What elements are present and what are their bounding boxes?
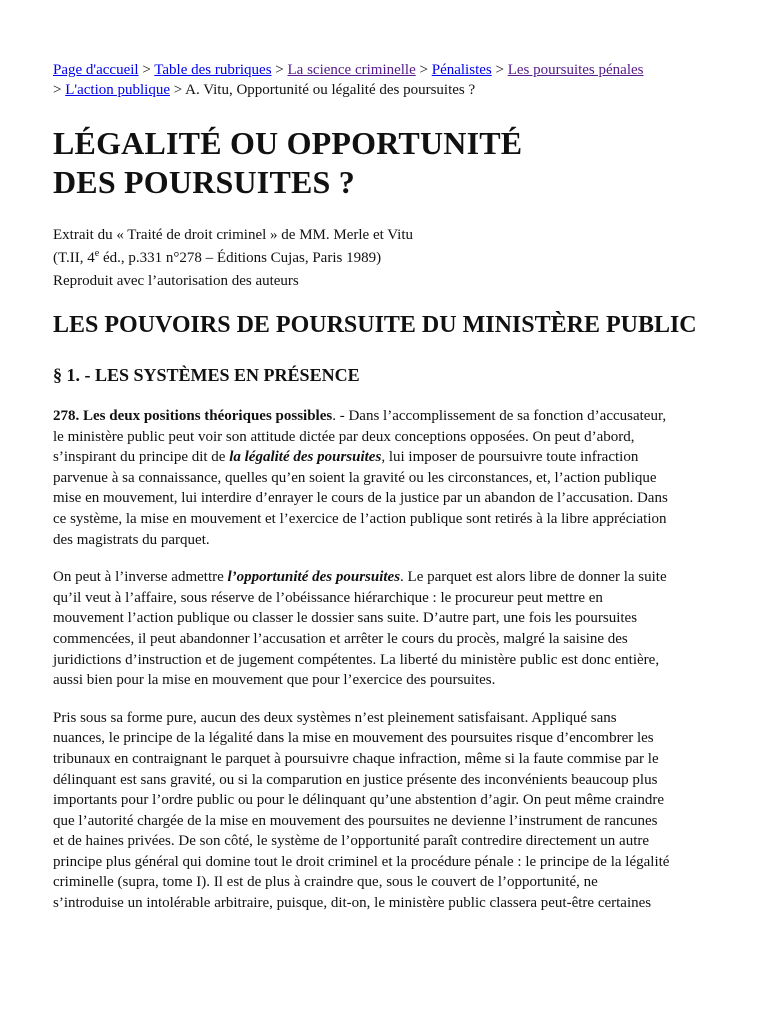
source-note-line-2: (T.II, 4e éd., p.331 n°278 – Éditions Cujas, Paris 1989) <box>53 248 382 266</box>
breadcrumb-separator: > <box>275 62 284 78</box>
source-note-line-1: Extrait du « Traité de droit criminel » de MM. Merle et Vitu <box>53 227 414 243</box>
emphasis-opportunite: l’opportunité des poursuites <box>227 569 401 586</box>
subsection-heading: § 1. - LES SYSTÈMES EN PRÉSENCE <box>53 365 360 385</box>
page-title-line-1: LÉGALITÉ OU OPPORTUNITÉ <box>53 125 523 161</box>
paragraph-278: 278. Les deux positions théoriques possibles. - Dans l’accomplissement de sa fonction d’accusateur, le ministère public peut voir son attitude dictée par deux conceptions opposées. On peut d’abord, s’inspirant du principe dit de la légalité des poursuites, lui imposer de poursuivre toute infraction parvenue à sa connaissance, quelles qu’en soient la gravité ou les circonstances, et, l’action publique mise en mouvement, lui interdire d’enrayer le cours de la justice par un abandon de l’accusation. Dans ce système, la mise en mouvement et l’exercice de l’action publique sont retirés à la libre appréciation des magistrats du parquet. <box>53 408 668 548</box>
breadcrumb-link-table-des-rubriques[interactable]: Table des rubriques <box>154 62 272 78</box>
breadcrumb-current-page: A. Vitu, Opportunité ou légalité des poursuites ? <box>185 82 476 98</box>
breadcrumb-separator: > <box>173 82 183 98</box>
paragraph-heading: 278. Les deux positions théoriques possibles <box>53 408 333 424</box>
breadcrumb-link-penalistes[interactable]: Pénalistes <box>431 62 492 78</box>
breadcrumb-link-home[interactable]: Page d'accueil <box>53 62 139 78</box>
source-note <box>53 224 715 293</box>
paragraph-forme-pure: Pris sous sa forme pure, aucun des deux systèmes n’est pleinement satisfaisant. Appliqué sans nuances, le principe de la légalité dans la mise en mouvement des poursuites risque d’encombrer les tribunaux en contraignant le parquet à poursuivre chaque infraction, même si la faute commise par le délinquant est sans gravité, ou si la comparution en justice présente des inconvénients beaucoup plus importants pour l’ordre public ou pour le délinquant qu’une abstention d’agir. On peut même craindre que l’autorité chargée de la mise en mouvement des poursuites ne devienne l’instrument de rancunes et de haines privées. De son côté, le système de l’opportunité paraît contredire directement un autre principe plus général qui domine tout le droit criminel et la procédure pénale : le principe de la légalité criminelle (supra, tome I). Il est de plus à craindre que, sous le couvert de l’opportunité, ne s’introduise un intolérable arbitraire, puisque, dit-on, le ministère public classera peut-être certaines <box>53 709 670 912</box>
breadcrumb-link-poursuites-penales[interactable]: Les poursuites pénales <box>507 62 644 78</box>
breadcrumb-separator: > <box>53 82 62 98</box>
breadcrumb-link-action-publique[interactable]: L'action publique <box>65 82 170 98</box>
breadcrumb-link-science-criminelle[interactable]: La science criminelle <box>287 62 416 78</box>
paragraph-opportunite: On peut à l’inverse admettre l’opportunité des poursuites. Le parquet est alors libre de donner la suite qu’il veut à l’affaire, sous réserve de l’obéissance hiérarchique : le procureur peut mettre en mouvement l’action publique ou classer le dossier sans suite. D’autre part, une fois les poursuites commencées, il peut abandonner l’accusation et arrêter le cours du procès, malgré la saisine des juridictions d’instruction et de jugement compétentes. La liberté du ministère public est donc entière, aussi bien pour la mise en mouvement que pour l’exercice des poursuites. <box>53 569 667 689</box>
emphasis-legalite: la légalité des poursuites <box>229 449 382 466</box>
breadcrumb-separator: > <box>419 62 428 78</box>
page-title <box>53 124 715 202</box>
page-title-line-2: DES POURSUITES ? <box>53 164 355 200</box>
breadcrumb <box>53 60 653 100</box>
breadcrumb-separator: > <box>495 62 504 78</box>
breadcrumb-separator: > <box>142 62 151 78</box>
superscript-e: e <box>94 248 100 259</box>
source-note-line-3: Reproduit avec l’autorisation des auteurs <box>53 273 299 289</box>
section-heading: LES POUVOIRS DE POURSUITE DU MINISTÈRE PUBLIC <box>53 312 697 338</box>
